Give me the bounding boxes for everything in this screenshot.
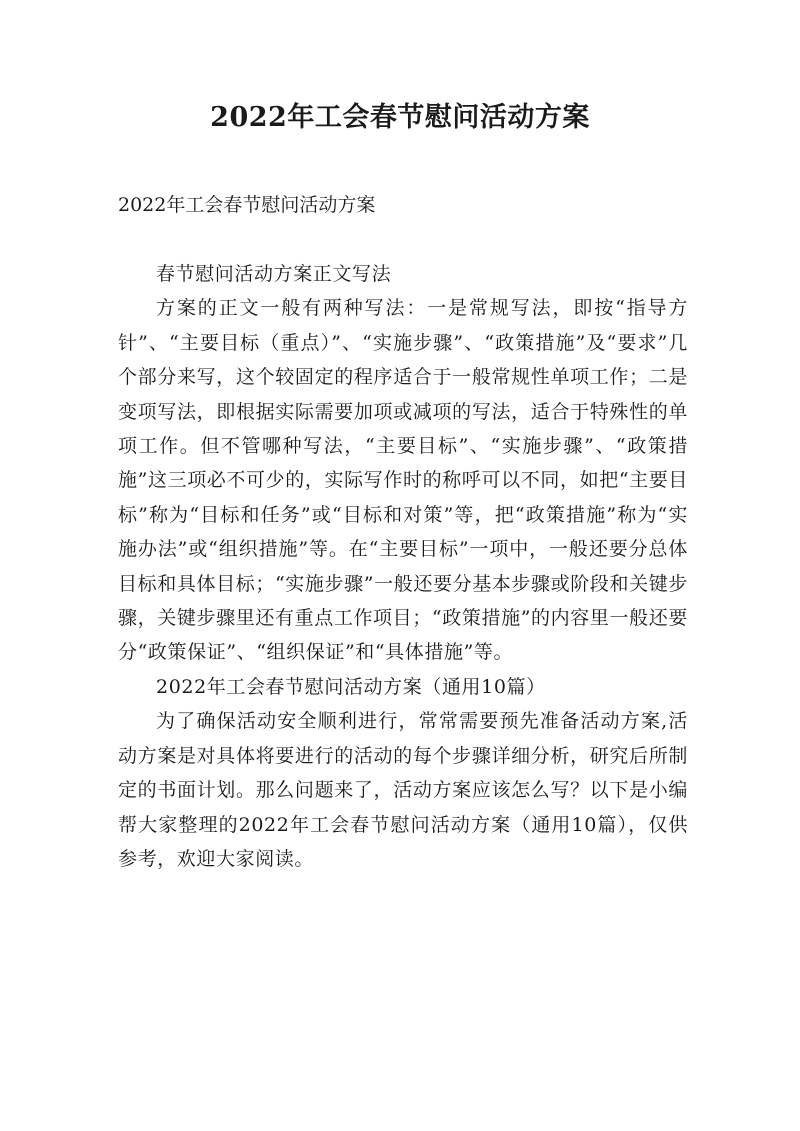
document-subtitle: 2022年工会春节慰问活动方案: [118, 194, 376, 216]
body-paragraph: 方案的正文一般有两种写法：一是常规写法，即按“指导方针”、“主要目标（重点）”、“实施步骤”、“政策措施”及“要求”几个部分来写，这个较固定的程序适合于一般常规性单项工作；二是变项写法，即根据实际需要加项或减项的写法，适合于特殊性的单项工作。但不管哪种写法，“主要目标”、“实施步骤”、“政策措施”这三项必不可少的，实际写作时的称呼可以不同，如把“主要目标”称为“目标和任务”或“目标和对策”等，把“政策措施”称为“实施办法”或“组织措施”等。在“主要目标”一项中，一般还要分总体目标和具体目标；“实施步骤”一般还要分基本步骤或阶段和关键步骤，关键步骤里还有重点工作项目；“政策措施”的内容里一般还要分“政策保证”、“组织保证”和“具体措施”等。: [118, 297, 688, 664]
document-body: [118, 257, 688, 876]
body-paragraph: 为了确保活动安全顺利进行，常常需要预先准备活动方案,活动方案是对具体将要进行的活动的每个步骤详细分析，研究后所制定的书面计划。那么问题来了，活动方案应该怎么写？以下是小编帮大家整理的2022年工会春节慰问活动方案（通用10篇），仅供参考，欢迎大家阅读。: [118, 710, 688, 870]
section-heading: 春节慰问活动方案正文写法: [156, 263, 392, 285]
document-title: 2022年工会春节慰问活动方案: [210, 102, 590, 133]
section-heading: 2022年工会春节慰问活动方案（通用10篇）: [156, 675, 546, 698]
